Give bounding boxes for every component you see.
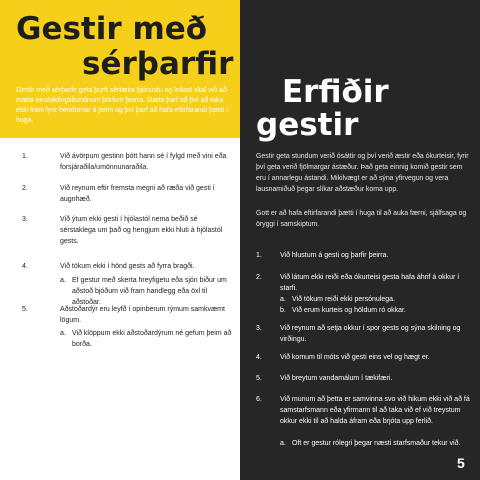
sub-item-label: b.: [280, 307, 286, 314]
item-number: 2.: [256, 274, 262, 281]
sub-item-text: Við tökum reiði ekki persónulega.: [292, 296, 395, 303]
sub-item-label: a.: [280, 296, 286, 303]
item-text: Aðstoðardýr eru leyfð í opinberum rýmum samkvæmt lögum.: [60, 306, 225, 324]
left-intro: Gestir með sérþarfir geta þurft sértæka þjónustu og leitast skal við að mæta einstaklingsbundnum þörfum þeirra. Gæta þarf að því að taka ekki fram fyrir hendurnar á þeim og því þarf að hafa eftirfarandi þætti í huga.: [16, 87, 229, 124]
page-number: 5: [457, 455, 465, 471]
right-paragraph-2: Gott er að hafa eftirfarandi þætti í huga til að auka færni, sjálfsaga og öryggi í samskiptum.: [256, 210, 467, 228]
left-title-line-2: sérþarfir: [82, 46, 234, 82]
item-number: 6.: [256, 396, 262, 403]
item-number: 4.: [256, 354, 262, 361]
left-title-line-1: Gestir með: [16, 11, 208, 47]
item-text: Við komum til móts við gesti eins vel og hægt er.: [280, 354, 430, 361]
item-number: 3.: [22, 216, 28, 223]
item-number: 4.: [22, 263, 28, 270]
sub-item-text: Við erum kurteis og höldum ró okkar.: [292, 307, 406, 314]
right-title-line-1: Erfiðir: [282, 74, 389, 110]
item-number: 5.: [256, 375, 262, 382]
item-number: 5.: [22, 306, 28, 313]
item-text: Við látum ekki reiði eða ókurteisi gesta hafa áhrif á okkur í starfi.: [280, 274, 460, 292]
right-title-line-2: gestir: [256, 107, 359, 143]
sub-item-label: a.: [280, 440, 286, 447]
item-text: Við munum að þetta er samvinna svo við hikum ekki við að fá samstarfsmann eða yfirmann til að taka við ef við treystum okkur ekki til að halda áfram eða brjóta upp ferlið.: [280, 396, 470, 425]
left-title: [16, 12, 233, 82]
item-text: Við breytum vandamálum í tækifæri.: [280, 375, 393, 382]
item-text: Við hlustum á gesti og þarfir þeirra.: [280, 252, 389, 259]
item-text: Við ávörpum gestinn þótt hann sé í fylgd með vini eða forsjáraðila/umönnunaraðila.: [60, 153, 227, 171]
sub-item-text: Ef gestur með skerta hreyfigetu eða sjón biður um aðstoð bjóðum við fram handlegg eða öxl til aðstoðar.: [72, 277, 227, 306]
right-title: [256, 76, 389, 142]
item-text: Við tökum ekki í hönd gests að fyrra bragði.: [60, 263, 195, 270]
sub-item-text: Við klöppum ekki aðstoðardýrum né gefum þeim að borða.: [72, 330, 232, 348]
item-number: 3.: [256, 325, 262, 332]
sub-item-text: Oft er gestur rólegri þegar næsti starfsmaður tekur við.: [292, 440, 461, 447]
sub-item-label: a.: [60, 330, 66, 337]
item-text: Við reynum að setja okkur í spor gests og sýna skilning og virðingu.: [280, 325, 461, 343]
sub-item-label: a.: [60, 277, 66, 284]
item-text: Við ýtum ekki gesti í hjólastól nema beðið sé sérstaklega um það og hengjum ekki hluti á hjólastól gests.: [60, 216, 223, 245]
item-number: 2.: [22, 185, 28, 192]
item-number: 1.: [22, 153, 28, 160]
item-number: 1.: [256, 252, 262, 259]
item-text: Við reynum eftir fremsta megni að ræða við gesti í augnhæð.: [60, 185, 215, 203]
right-paragraph-1: Gestir geta stundum verið ósáttir og því verið æstir eða ókurteisir, fyrir því geta verið fjölmargar ástæður. Það geta einnig komið gestir sem eru í annarlegu ástandi. Mikilvægt er að sýna yfirvegun og vera lausnamiðuð þegar slíkar aðstæður koma upp.: [256, 153, 469, 193]
